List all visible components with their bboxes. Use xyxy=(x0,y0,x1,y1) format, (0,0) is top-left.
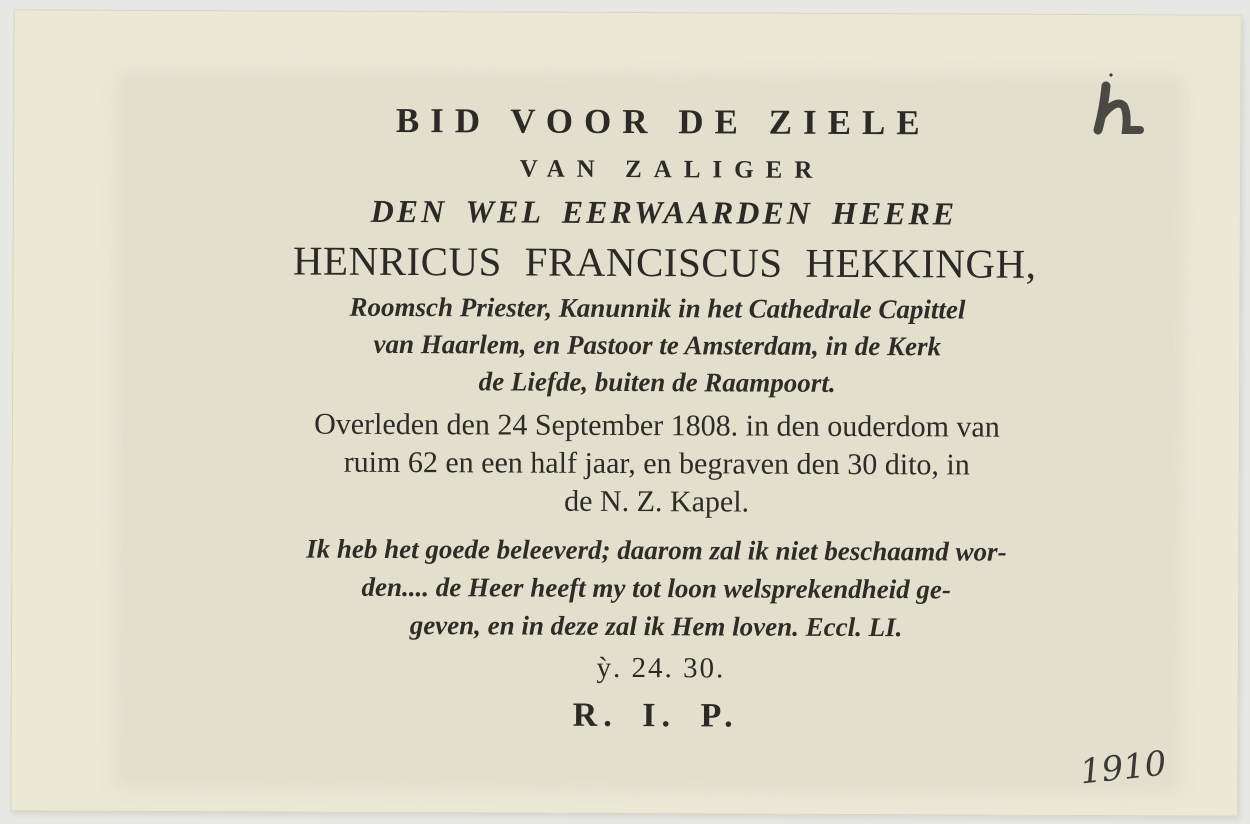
card-subheading: VAN ZALIGER xyxy=(519,155,825,184)
quote-line-1: Ik heb het goede beleeverd; daarom zal ik niet beschaamd wor- xyxy=(306,533,1007,567)
handwritten-number: 1910 xyxy=(1078,743,1169,793)
card-heading: BID VOOR DE ZIELE xyxy=(395,100,931,143)
quote-line-3: geven, en in deze zal ik Hem loven. Eccl. LI. xyxy=(409,610,903,643)
verse-reference: ỳ. 24. 30. xyxy=(596,651,726,685)
handwritten-corner-mark xyxy=(1090,72,1148,136)
card-text xyxy=(161,92,1154,743)
description-line-2: van Haarlem, en Pastoor te Amsterdam, in de Kerk xyxy=(373,328,942,362)
description-line-1: Roomsch Priester, Kanunnik in het Cathedrale Capittel xyxy=(349,291,966,325)
card-title-line: DEN WEL EERWAARDEN HEERE xyxy=(370,192,958,232)
death-notice-line-2: ruim 62 en een half jaar, en begraven den 30 dito, in xyxy=(343,445,970,482)
death-notice-line-1: Overleden den 24 September 1808. in den ouderdom van xyxy=(314,407,1000,444)
description-line-3: de Liefde, buiten de Raampoort. xyxy=(478,366,836,398)
quote-line-2: den.... de Heer heeft my tot loon welsprekendheid ge- xyxy=(361,571,952,605)
closing-rip: R. I. P. xyxy=(572,696,739,735)
prayer-card xyxy=(10,9,1241,816)
deceased-name: HENRICUS FRANCISCUS HEKKINGH, xyxy=(292,237,1037,287)
death-notice-line-3: de N. Z. Kapel. xyxy=(564,484,750,519)
